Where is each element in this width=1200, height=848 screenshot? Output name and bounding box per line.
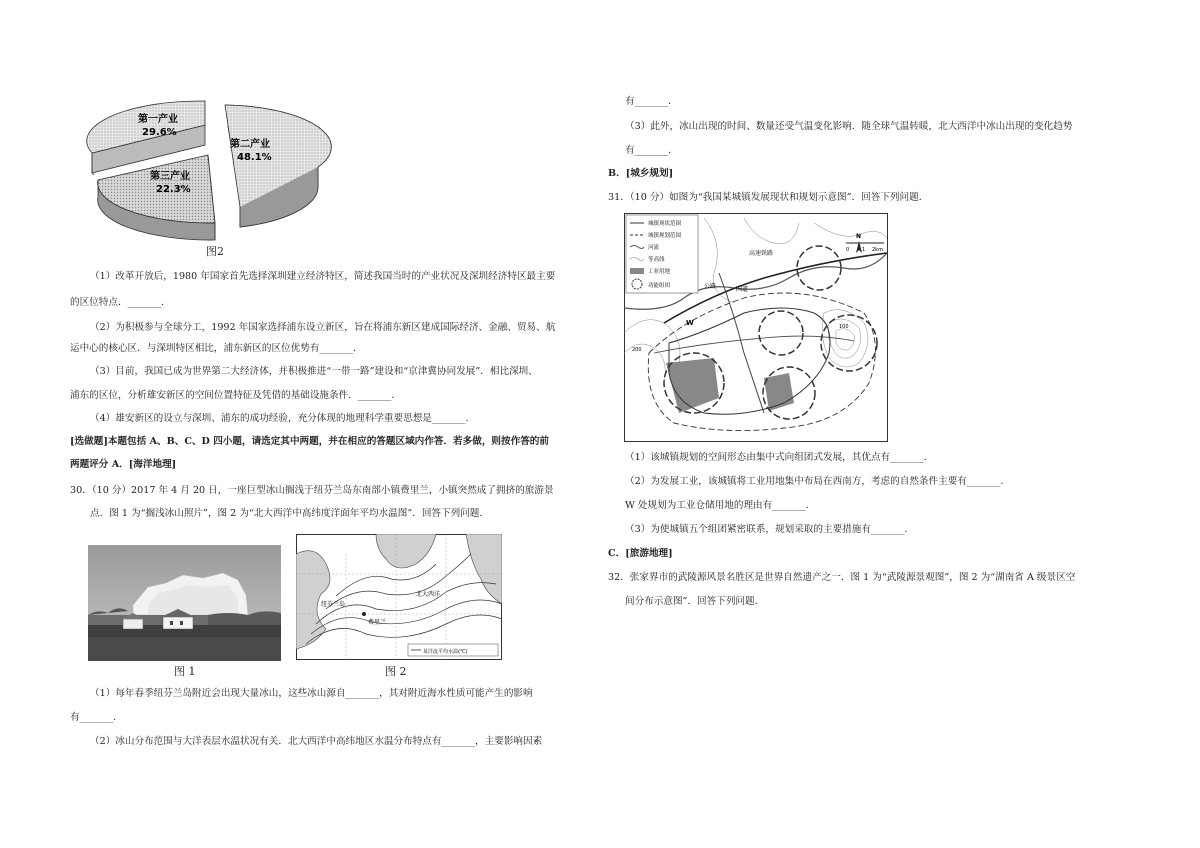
pie-caption: 图2 [206, 245, 224, 258]
q-line: （1）改革开放后，1980 年国家首先选择深圳建立经济特区，简述我国当时的产业状况及深圳经济特区最主要 [90, 271, 556, 282]
question-31: 31．（10 分）如图为“我国某城镇发展现状和规划示意图”．回答下列问题． [608, 192, 929, 203]
q-line: 浦东的区位，分析雄安新区的空间位置特征及凭借的基础设施条件．_______． [70, 390, 401, 401]
figure2-caption: 图 2 [385, 665, 407, 678]
section-b-heading: B．[城乡规划] [608, 168, 674, 179]
q-line: 运中心的核心区．与深圳特区相比，浦东新区的区位优势有_______． [70, 343, 363, 354]
q30-sub1-cont: 有_______． [70, 712, 123, 723]
scale-zero: 0 [846, 247, 850, 253]
map2-label-ferryland: 费里兰 [368, 619, 387, 626]
contour-100: 100 [839, 324, 849, 330]
scale-one: 1 [862, 247, 866, 253]
map2-legend-label: 某洋流平均水温(℃) [423, 649, 468, 655]
iceberg-photo [88, 545, 281, 661]
legend-planned-range: 城镇规划范围 [648, 233, 682, 239]
contour-200: 200 [632, 347, 642, 353]
pie-slice-tertiary [98, 155, 215, 240]
pie-label-secondary-value: 48.1% [237, 152, 272, 163]
q-line: 的区位特点．_______． [70, 297, 171, 308]
pie-slice-secondary [225, 105, 331, 227]
town-planning-map [624, 213, 888, 442]
legend-river: 河流 [648, 245, 660, 251]
pie-label-tertiary-value: 22.3% [156, 184, 191, 195]
section-c-heading: C．[旅游地理] [608, 548, 673, 559]
pie-label-tertiary-name: 第三产业 [150, 171, 190, 182]
q-line: （4）雄安新区的设立与深圳、浦东的成功经验，充分体现的地理科学重要思想是_______． [90, 413, 476, 424]
elective-instruction: [选做题]本题包括 A、B、C、D 四小题，请选定其中两题，并在相应的答题区域内作答．若多做，则按作答的前 [70, 436, 549, 447]
q30-sub3-cont: 有_______． [625, 145, 678, 156]
q30-sub2: （2）冰山分布范围与大洋表层水温状况有关．北大西洋中高纬地区水温分布特点有_______，主要影响因素 [90, 736, 543, 747]
map2-label-newfoundland: 纽芬兰岛 [321, 601, 346, 608]
label-w: W [686, 319, 694, 327]
legend-current-range: 城镇现状范围 [648, 221, 682, 227]
question-32: 32．张家界市的武陵源风景名胜区是世界自然遗产之一．图 1 为“武陵源景观图”，图 2 为“湖南省 A 级景区空 [608, 572, 1076, 583]
q-line: （2）为积极参与全球分工，1992 年国家选择浦东设立新区，旨在将浦东新区建成国际经济、金融、贸易、航 [90, 322, 556, 333]
north-atlantic-temperature-map [296, 534, 502, 660]
q31-sub3: （3）为使城镇五个组团紧密联系，规划采取的主要措施有_______． [625, 524, 915, 535]
label-national-road: 国道 [736, 286, 749, 293]
scale-two: 2km [872, 247, 883, 253]
map2-label-north-atlantic: 北大西洋 [416, 591, 441, 598]
industry-pie-chart [80, 95, 340, 245]
legend-contour: 等高线 [648, 257, 665, 263]
q30-sub1: （1）每年春季纽芬兰岛附近会出现大量冰山，这些冰山源自_______，其对附近海水性质可能产生的影响 [90, 688, 533, 699]
elective-instruction-cont: 两题评分 A．[海洋地理] [70, 459, 177, 470]
question-30-cont: 点．图 1 为“搁浅冰山照片”，图 2 为“北大西洋中高纬度洋面年平均水温图”．回答下列问题． [90, 508, 489, 519]
question-32-cont: 间分布示意图”．回答下列问题． [625, 596, 765, 607]
pie-label-secondary-name: 第二产业 [230, 139, 270, 150]
q-line: （3）目前，我国已成为世界第二大经济体，并积极推进“一带一路”建设和“京津冀协同发展”．相比深圳、 [90, 366, 538, 377]
north-label: N [856, 233, 862, 240]
question-30: 30．（10 分）2017 年 4 月 20 日，一座巨型冰山搁浅于纽芬兰岛东南部小镇费里兰，小镇突然成了拥挤的旅游景 [70, 485, 554, 496]
pie-label-primary-value: 29.6% [142, 127, 177, 138]
legend-cluster: 功能组团 [648, 283, 671, 289]
q30-sub2-cont: 有_______． [625, 96, 678, 107]
q31-sub2: （2）为发展工业，该城镇将工业用地集中布局在西南方，考虑的自然条件主要有_______． [625, 476, 1011, 487]
legend-industrial: 工业用地 [648, 269, 671, 275]
label-railway: 高速铁路 [749, 250, 774, 257]
q30-sub3: （3）此外，冰山出现的时间、数量还受气温变化影响．随全球气温转暖，北大西洋中冰山出现的变化趋势 [625, 121, 1073, 132]
figure1-caption: 图 1 [174, 665, 196, 678]
label-highway: 公路 [704, 283, 717, 290]
q31-sub1: （1）该城镇规划的空间形态由集中式向组团式发展，其优点有_______． [625, 452, 934, 463]
q31-sub2-cont: W 处规划为工业仓储用地的理由有_______． [625, 500, 816, 511]
pie-label-primary-name: 第一产业 [138, 114, 178, 125]
